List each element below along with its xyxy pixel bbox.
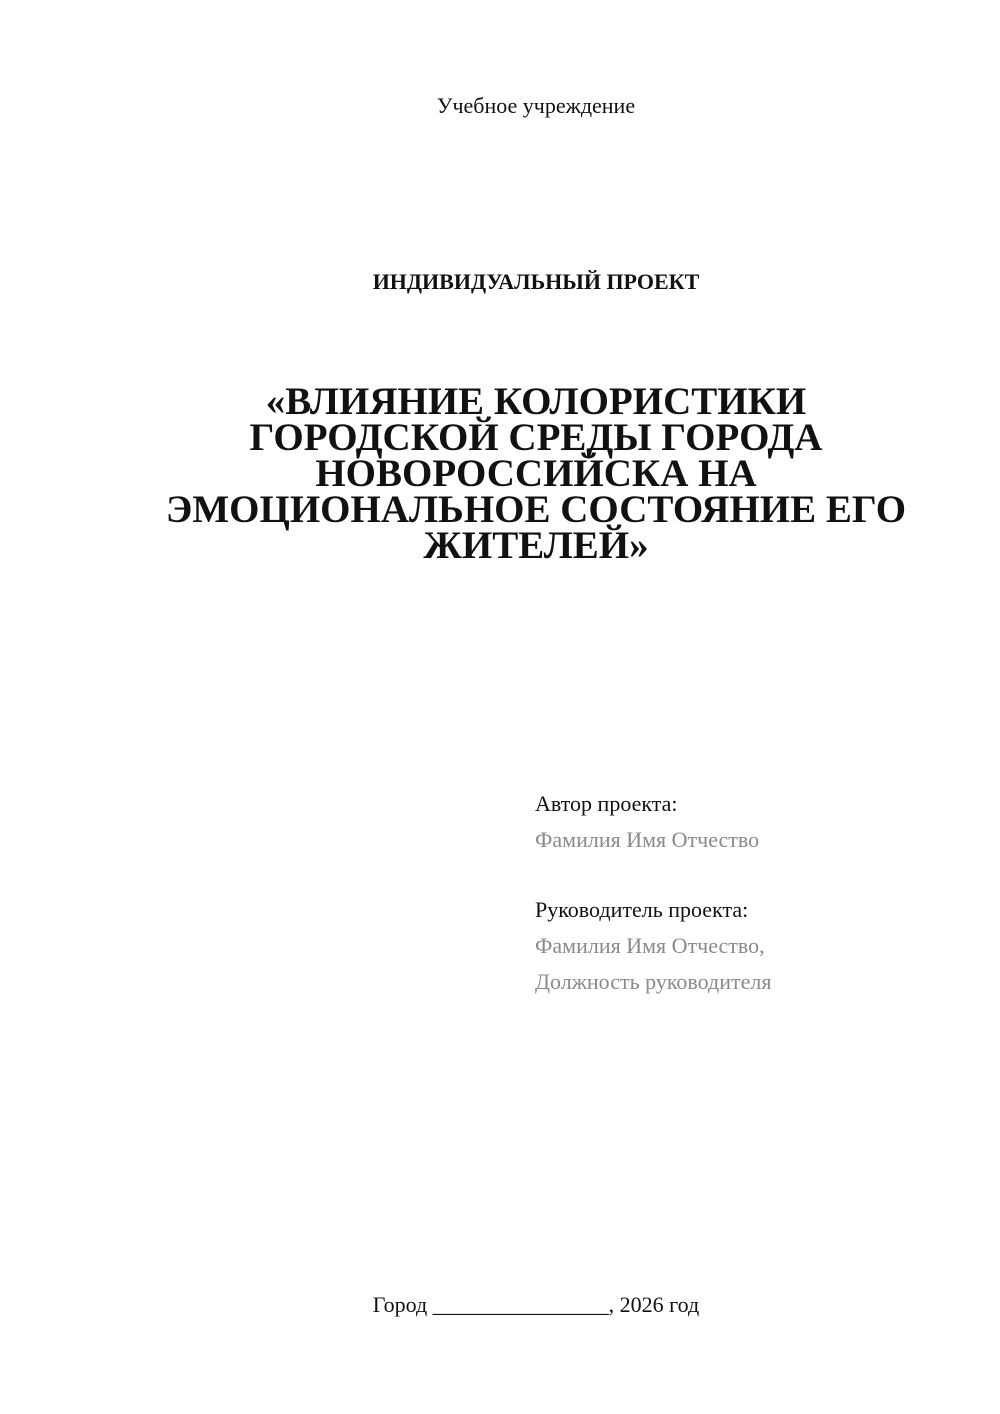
supervisor-block (535, 892, 975, 1000)
city-year-line: Город ________________, 2026 год (372, 1292, 700, 1317)
project-title-line: ЖИТЕЛЕЙ» (423, 524, 649, 567)
supervisor-label: Руководитель проекта: (535, 897, 749, 922)
project-title-line: ГОРОДСКОЙ СРЕДЫ ГОРОДА (249, 416, 823, 459)
project-title-line: ЭМОЦИОНАЛЬНОЕ СОСТОЯНИЕ ЕГО (165, 488, 907, 531)
author-label: Автор проекта: (535, 791, 678, 816)
supervisor-position: Должность руководителя (535, 969, 772, 994)
institution-name: Учебное учреждение (436, 93, 636, 118)
project-title-line: НОВОРОССИЙСКА НА (315, 452, 757, 495)
supervisor-name: Фамилия Имя Отчество, (535, 933, 765, 958)
project-title (140, 380, 932, 567)
document-type: ИНДИВИДУАЛЬНЫЙ ПРОЕКТ (372, 269, 700, 294)
author-name: Фамилия Имя Отчество (535, 827, 760, 852)
author-block (535, 786, 975, 858)
project-title-line: «ВЛИЯНИЕ КОЛОРИСТИКИ (265, 380, 807, 423)
